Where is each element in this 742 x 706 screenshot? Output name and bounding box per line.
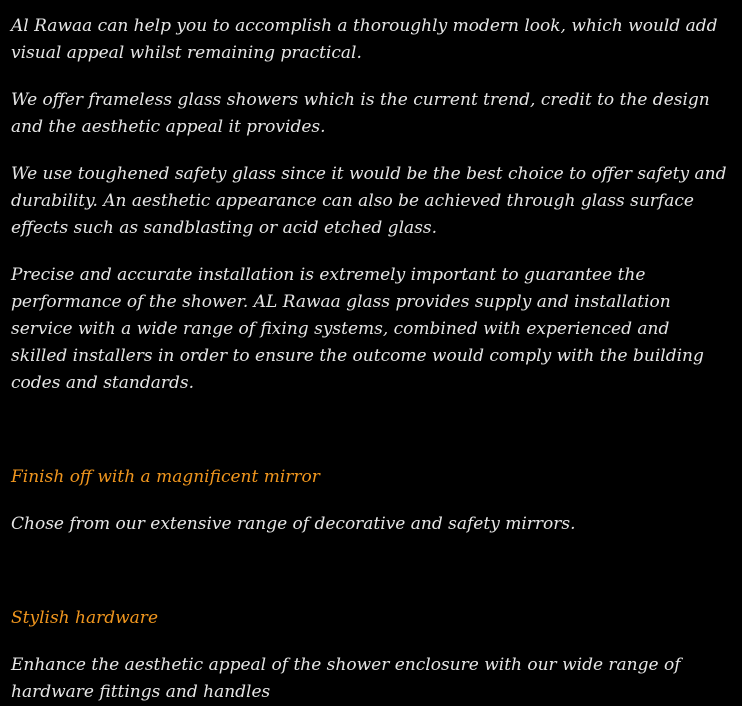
- intro-paragraph-toughened-glass: We use toughened safety glass since it would be the best choice to offer safety and durability. An aesthetic appearance can also be achieved through glass surface effects such as sandblasting or acid etched glass.: [11, 164, 727, 238]
- hardware-section-text: Enhance the aesthetic appeal of the shower enclosure with our wide range of hardware fittings and handles: [11, 655, 681, 702]
- mirror-section-text: Chose from our extensive range of decorative and safety mirrors.: [11, 514, 576, 534]
- intro-paragraph-modern-look: Al Rawaa can help you to accomplish a thoroughly modern look, which would add visual appeal whilst remaining practical.: [11, 16, 718, 63]
- mirror-section-heading: Finish off with a magnificent mirror: [11, 467, 320, 487]
- intro-paragraph-frameless-showers: We offer frameless glass showers which is the current trend, credit to the design and the aesthetic appeal it provides.: [11, 90, 710, 137]
- hardware-section-heading: Stylish hardware: [11, 608, 158, 628]
- section-spacer: [11, 417, 730, 464]
- section-spacer: [11, 558, 730, 605]
- intro-paragraph-installation: Precise and accurate installation is extremely important to guarantee the performance of the shower. AL Rawaa glass provides supply and installation service with a wide range of fixing systems, combined with experienced and skilled installers in order to ensure the outcome would comply with the building codes and standards.: [11, 265, 704, 393]
